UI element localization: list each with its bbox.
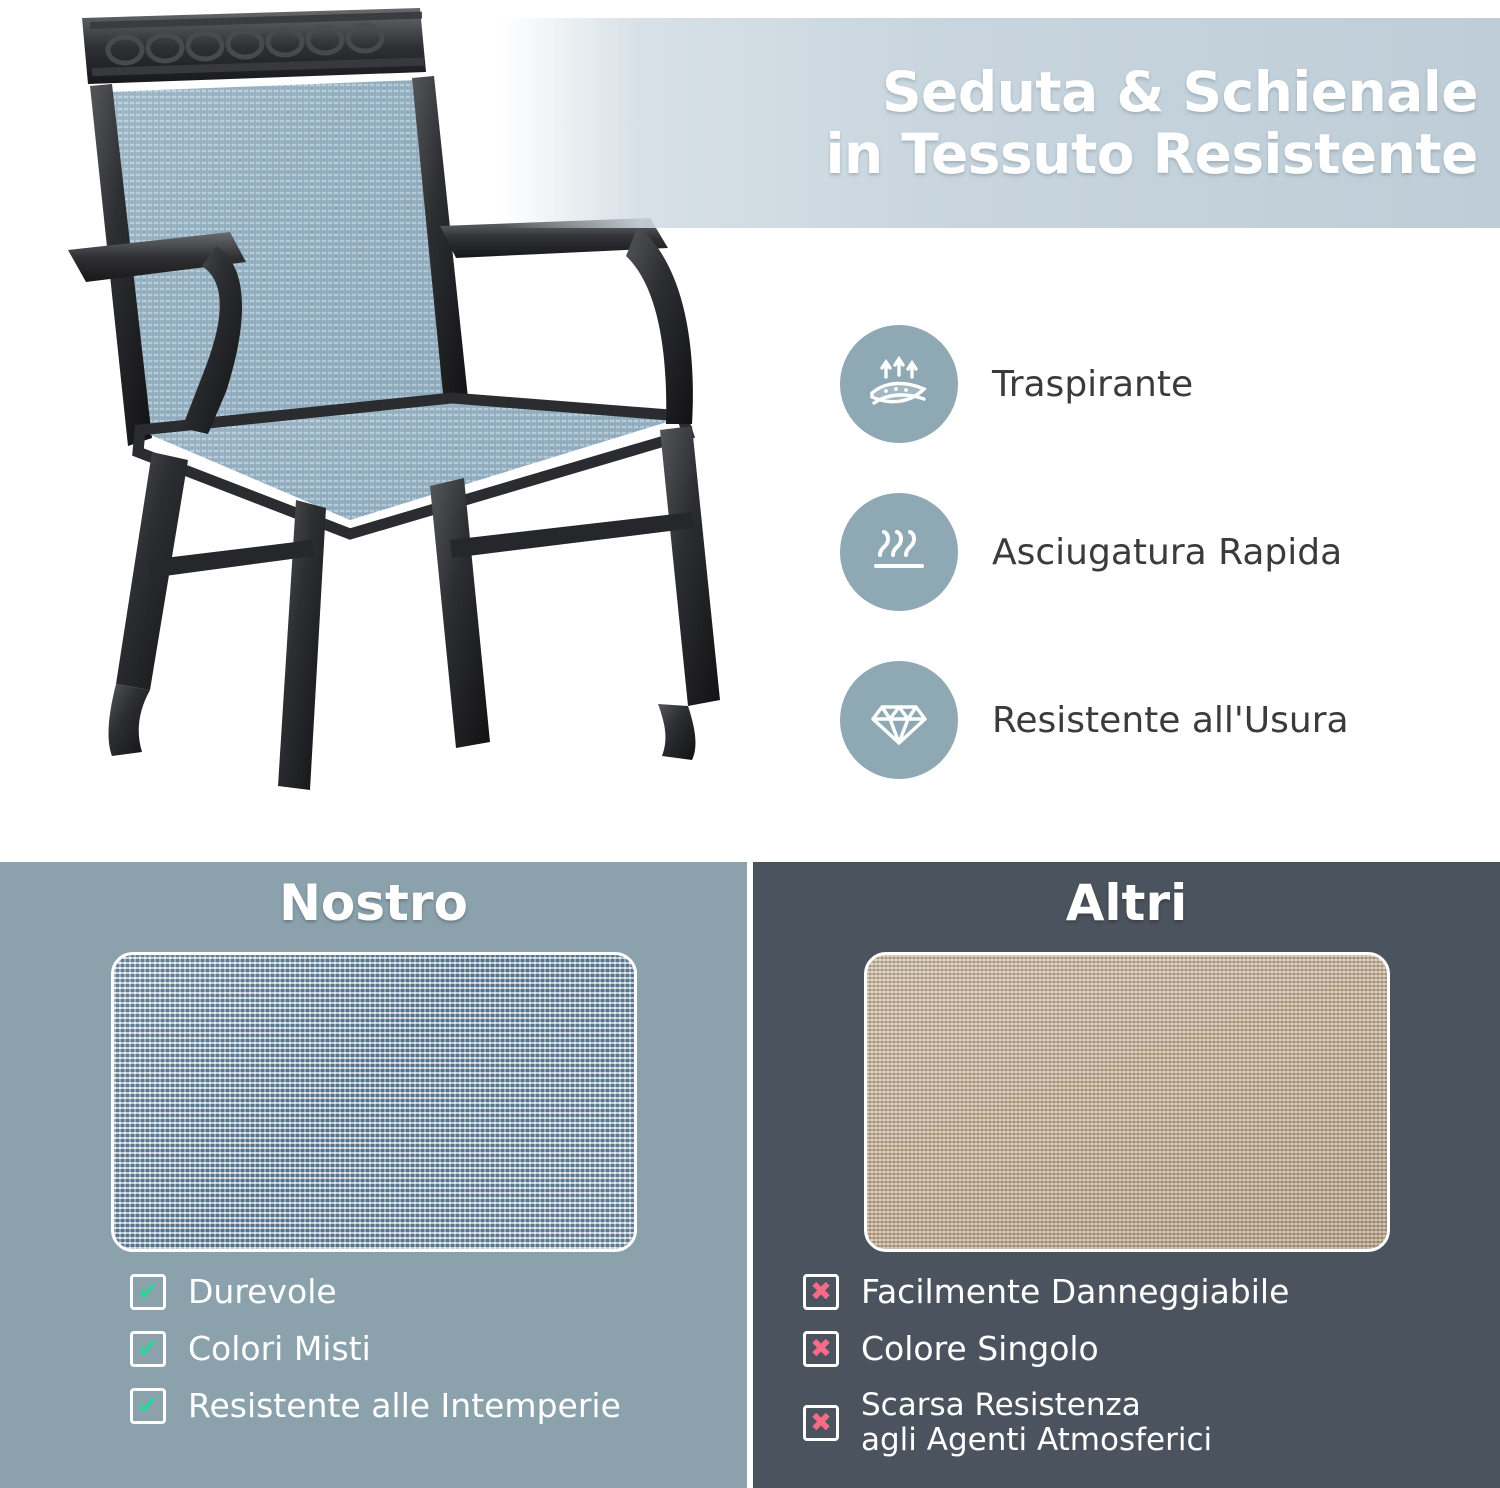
bullet-label-multiline: [861, 1388, 1212, 1457]
bullet-label-line-2: agli Agenti Atmosferici: [861, 1421, 1213, 1458]
chair-right-armrest: [440, 218, 693, 424]
other-fabric-swatch: [864, 952, 1390, 1252]
check-icon: ✔: [130, 1388, 166, 1424]
bullet-label: Facilmente Danneggiabile: [861, 1272, 1290, 1311]
breathable-fabric-icon: [840, 325, 958, 443]
cross-icon: ✖: [803, 1274, 839, 1310]
ours-bullet-list: [0, 1274, 747, 1445]
feature-label: Resistente all'Usura: [992, 699, 1349, 741]
ours-title: Nostro: [279, 874, 468, 932]
headline-line-1: Seduta & Schienale: [881, 59, 1478, 124]
headline-line-2: in Tessuto Resistente: [825, 122, 1478, 186]
bullet-label: Durevole: [188, 1272, 337, 1311]
list-item: [803, 1388, 1500, 1457]
list-item: [803, 1328, 1500, 1368]
headline-banner: [500, 18, 1500, 228]
comparison-section: [0, 856, 1500, 1488]
check-icon: ✔: [130, 1331, 166, 1367]
feature-item: [840, 300, 1480, 468]
check-icon: ✔: [130, 1274, 166, 1310]
our-fabric-swatch: [111, 952, 637, 1252]
bullet-label: Colori Misti: [188, 1328, 371, 1368]
list-item: [130, 1274, 747, 1311]
cross-icon: ✖: [803, 1405, 839, 1441]
cross-icon: ✖: [803, 1331, 839, 1367]
others-panel: [750, 856, 1500, 1488]
diamond-durability-icon: [840, 661, 958, 779]
list-item: [130, 1385, 747, 1425]
list-item: [803, 1274, 1500, 1311]
feature-item: [840, 636, 1480, 804]
chair-back-frame: [82, 8, 426, 84]
others-title: Altri: [1065, 874, 1188, 932]
feature-item: [840, 468, 1480, 636]
quick-dry-icon: [840, 493, 958, 611]
bullet-label-line-1: Scarsa Resistenza: [861, 1386, 1141, 1423]
bullet-label: Resistente alle Intemperie: [188, 1385, 621, 1425]
feature-list: [840, 300, 1480, 804]
bullet-label: Colore Singolo: [861, 1328, 1099, 1368]
others-bullet-list: [753, 1274, 1500, 1477]
list-item: [130, 1328, 747, 1368]
feature-label: Traspirante: [992, 363, 1194, 405]
feature-label: Asciugatura Rapida: [992, 531, 1343, 573]
ours-panel: [0, 856, 750, 1488]
